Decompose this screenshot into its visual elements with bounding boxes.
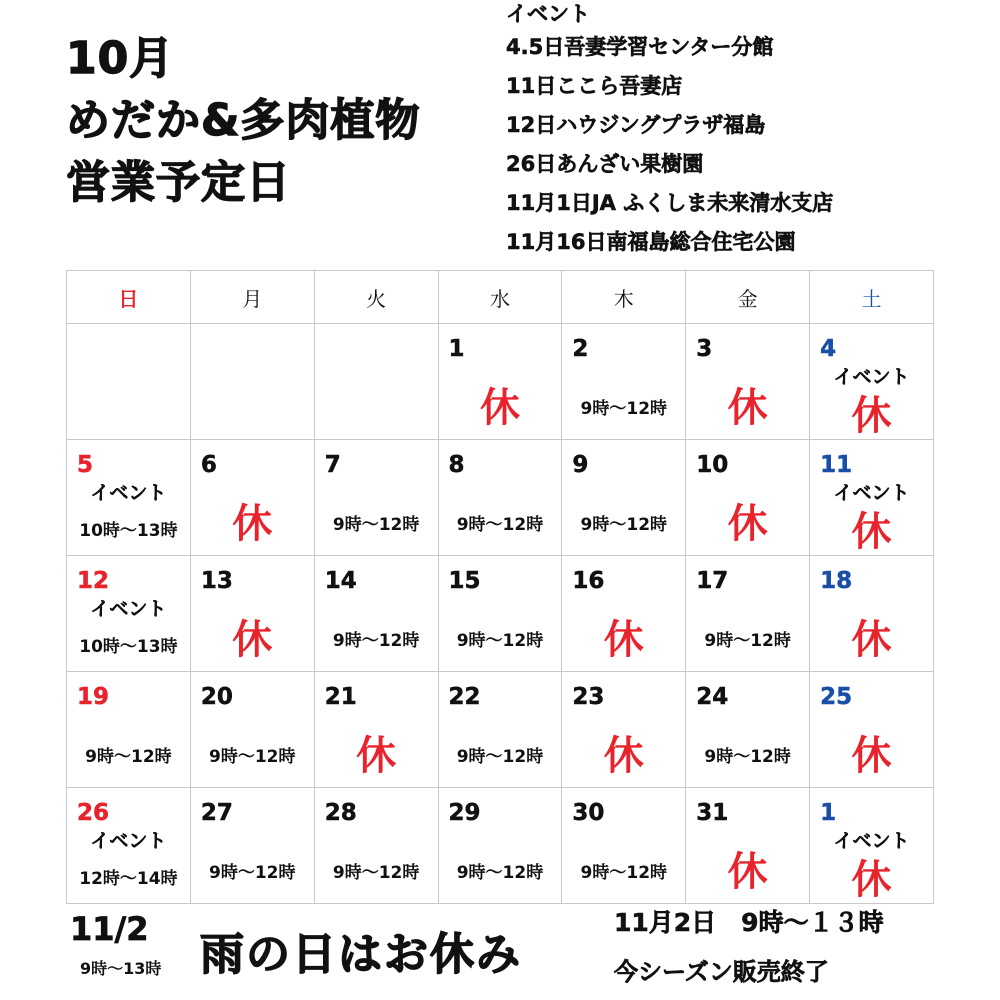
calendar-day-cell bbox=[810, 672, 934, 788]
weekday-saturday: 土 bbox=[810, 271, 934, 324]
event-label: イベント bbox=[90, 830, 167, 852]
day-number: 23 bbox=[572, 684, 605, 710]
season-end-note: 今シーズン販売終了 bbox=[614, 958, 829, 986]
event-label: イベント bbox=[833, 366, 910, 388]
event-list-item: 11日ここら吾妻店 bbox=[506, 74, 683, 98]
calendar-day-cell bbox=[67, 672, 191, 788]
day-number: 26 bbox=[77, 800, 110, 826]
closed-mark: 休 bbox=[232, 617, 273, 663]
calendar-day-cell bbox=[810, 440, 934, 556]
business-hours: 9時〜12時 bbox=[209, 747, 296, 767]
day-number: 2 bbox=[572, 336, 589, 362]
closed-mark: 休 bbox=[727, 501, 768, 547]
day-number: 8 bbox=[448, 452, 465, 478]
day-number: 22 bbox=[448, 684, 481, 710]
weekday-monday: 月 bbox=[190, 271, 314, 324]
day-number: 18 bbox=[820, 568, 853, 594]
event-list-item: 11月1日JA ふくしま未来清水支店 bbox=[506, 191, 834, 215]
title-block bbox=[66, 28, 420, 214]
day-number: 3 bbox=[696, 336, 713, 362]
calendar-day-cell bbox=[562, 440, 686, 556]
calendar-day-cell bbox=[190, 788, 314, 904]
day-number: 24 bbox=[696, 684, 729, 710]
day-number: 6 bbox=[200, 452, 217, 478]
last-day-hours: 9時〜13時 bbox=[80, 959, 162, 978]
calendar-day-cell bbox=[314, 556, 438, 672]
business-hours: 12時〜14時 bbox=[79, 869, 178, 889]
calendar-day-cell bbox=[686, 672, 810, 788]
day-number: 5 bbox=[77, 452, 94, 478]
calendar-day-cell bbox=[810, 324, 934, 440]
day-number: 31 bbox=[696, 800, 729, 826]
day-number: 20 bbox=[200, 684, 233, 710]
calendar-day-cell bbox=[686, 324, 810, 440]
calendar-day-cell bbox=[562, 324, 686, 440]
day-number: 7 bbox=[324, 452, 341, 478]
day-number: 27 bbox=[200, 800, 233, 826]
weekday-thursday: 木 bbox=[562, 271, 686, 324]
day-number: 13 bbox=[200, 568, 233, 594]
business-hours: 9時〜12時 bbox=[704, 747, 791, 767]
business-hours: 9時〜12時 bbox=[704, 631, 791, 651]
weekday-wednesday: 水 bbox=[438, 271, 562, 324]
day-number: 12 bbox=[77, 568, 110, 594]
calendar-day-cell bbox=[67, 324, 191, 440]
weekday-sunday: 日 bbox=[67, 271, 191, 324]
calendar-week-row bbox=[67, 788, 934, 904]
business-hours: 9時〜12時 bbox=[580, 863, 668, 883]
calendar-day-cell bbox=[438, 672, 562, 788]
calendar-day-cell bbox=[190, 324, 314, 440]
season-end-date: 11月2日 9時〜１３時 bbox=[614, 908, 884, 937]
closed-mark: 休 bbox=[232, 501, 273, 547]
calendar-grid bbox=[66, 270, 934, 904]
calendar-day-cell bbox=[810, 788, 934, 904]
business-hours: 9時〜12時 bbox=[456, 863, 544, 883]
title-shop-name: めだか&多肉植物 bbox=[66, 95, 421, 146]
closed-mark: 休 bbox=[356, 733, 397, 779]
day-number: 21 bbox=[324, 684, 357, 710]
calendar-day-cell bbox=[190, 440, 314, 556]
event-list bbox=[506, 0, 833, 262]
closed-mark: 休 bbox=[479, 385, 520, 431]
day-number: 1 bbox=[448, 336, 465, 362]
calendar-day-cell bbox=[438, 324, 562, 440]
closed-mark: 休 bbox=[603, 733, 644, 779]
calendar-day-cell bbox=[562, 788, 686, 904]
business-hours: 9時〜12時 bbox=[580, 515, 668, 535]
day-number: 11 bbox=[820, 452, 853, 478]
day-number: 16 bbox=[572, 568, 605, 594]
day-number: 14 bbox=[324, 568, 357, 594]
calendar-day-cell bbox=[314, 788, 438, 904]
calendar-day-cell bbox=[810, 556, 934, 672]
closed-mark: 休 bbox=[727, 849, 768, 895]
calendar-week-row bbox=[67, 324, 934, 440]
event-label: イベント bbox=[90, 482, 167, 504]
day-number: 30 bbox=[572, 800, 605, 826]
business-hours: 9時〜12時 bbox=[332, 515, 420, 535]
day-number: 25 bbox=[820, 684, 853, 710]
calendar-week-row bbox=[67, 440, 934, 556]
day-number: 17 bbox=[696, 568, 729, 594]
event-list-item: 4.5日吾妻学習センター分館 bbox=[506, 35, 774, 59]
calendar-day-cell bbox=[562, 672, 686, 788]
closed-mark: 休 bbox=[851, 733, 892, 779]
weekday-tuesday: 火 bbox=[314, 271, 438, 324]
event-list-heading: イベント bbox=[506, 2, 590, 26]
title-month: 10月 bbox=[66, 33, 175, 84]
calendar-week-row bbox=[67, 672, 934, 788]
calendar-day-cell bbox=[67, 440, 191, 556]
event-label: イベント bbox=[833, 830, 910, 852]
calendar-body bbox=[67, 324, 934, 904]
calendar-day-cell bbox=[67, 556, 191, 672]
calendar-day-cell bbox=[686, 440, 810, 556]
weekday-friday: 金 bbox=[686, 271, 810, 324]
calendar-day-cell bbox=[190, 556, 314, 672]
business-hours: 9時〜12時 bbox=[580, 399, 668, 419]
rain-closure-note: 雨の日はお休み bbox=[200, 929, 522, 980]
calendar-day-cell bbox=[438, 556, 562, 672]
title-schedule: 営業予定日 bbox=[66, 157, 291, 208]
closed-mark: 休 bbox=[727, 385, 768, 431]
event-list-item: 26日あんざい果樹園 bbox=[506, 152, 704, 176]
business-hours: 10時〜13時 bbox=[79, 521, 178, 541]
day-number: 4 bbox=[820, 336, 837, 362]
business-hours: 9時〜12時 bbox=[209, 863, 296, 883]
event-list-item: 11月16日南福島総合住宅公園 bbox=[506, 230, 796, 254]
closed-mark: 休 bbox=[603, 617, 644, 663]
day-number: 1 bbox=[820, 800, 837, 826]
business-hours: 9時〜12時 bbox=[85, 747, 172, 767]
business-hours: 9時〜12時 bbox=[456, 747, 544, 767]
calendar-day-cell bbox=[314, 672, 438, 788]
business-hours: 9時〜12時 bbox=[332, 631, 420, 651]
event-label: イベント bbox=[833, 482, 910, 504]
calendar-day-cell bbox=[686, 556, 810, 672]
closed-mark: 休 bbox=[851, 509, 892, 555]
calendar-day-cell bbox=[67, 788, 191, 904]
day-number: 10 bbox=[696, 452, 729, 478]
day-number: 15 bbox=[448, 568, 481, 594]
business-hours: 9時〜12時 bbox=[456, 631, 544, 651]
calendar-day-cell bbox=[438, 788, 562, 904]
closed-mark: 休 bbox=[851, 393, 892, 439]
calendar-week-row bbox=[67, 556, 934, 672]
calendar-day-cell bbox=[686, 788, 810, 904]
day-number: 19 bbox=[77, 684, 110, 710]
event-list-item: 12日ハウジングプラザ福島 bbox=[506, 113, 766, 137]
calendar-day-cell bbox=[314, 324, 438, 440]
day-number: 28 bbox=[324, 800, 357, 826]
closed-mark: 休 bbox=[851, 857, 892, 903]
business-hours: 10時〜13時 bbox=[79, 637, 178, 657]
day-number: 29 bbox=[448, 800, 481, 826]
business-hours: 9時〜12時 bbox=[332, 863, 420, 883]
last-day-date: 11/2 bbox=[70, 910, 149, 948]
calendar-day-cell bbox=[438, 440, 562, 556]
calendar-day-cell bbox=[190, 672, 314, 788]
calendar-day-cell bbox=[314, 440, 438, 556]
business-hours: 9時〜12時 bbox=[456, 515, 544, 535]
weekday-header-row bbox=[67, 271, 934, 324]
day-number: 9 bbox=[572, 452, 589, 478]
closed-mark: 休 bbox=[851, 617, 892, 663]
calendar-day-cell bbox=[562, 556, 686, 672]
event-label: イベント bbox=[90, 598, 167, 620]
